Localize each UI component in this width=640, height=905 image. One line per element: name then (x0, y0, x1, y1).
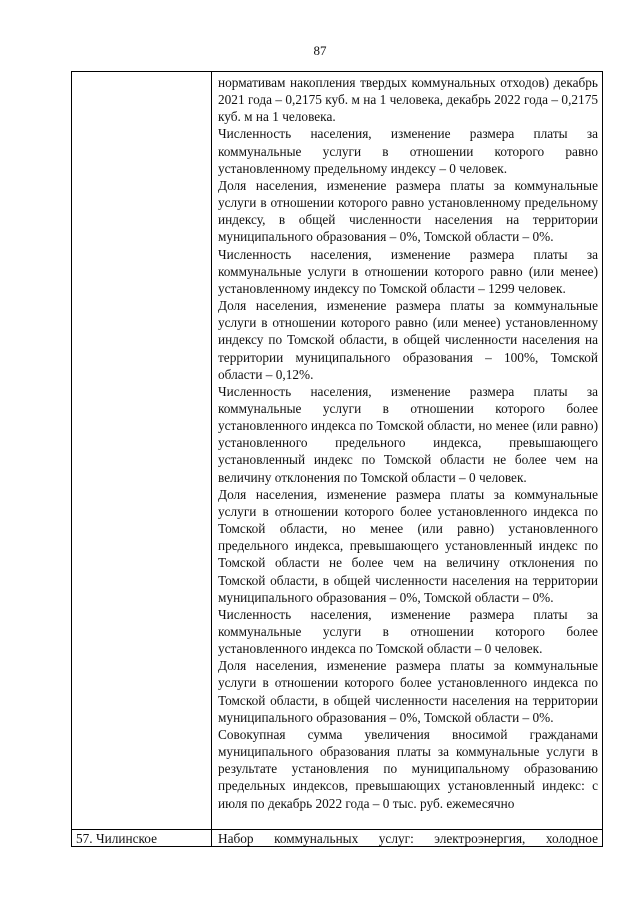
paragraph: Численность населения, изменение размера платы за коммунальные услуги в отношении которого равно установленному предельному индексу – 0 человек. (218, 126, 598, 176)
table-row (72, 72, 603, 830)
description-cell (212, 72, 603, 830)
table-row (72, 830, 603, 847)
paragraph: Численность населения, изменение размера платы за коммунальные услуги в отношении которого равно (или менее) установленному индексу по Томской области – 1299 человек. (218, 246, 598, 296)
paragraph: Доля населения, изменение размера платы за коммунальные услуги в отношении которого равно (или менее) установленному индексу по Томской области, в общей численности населения на территории муниципального образования – 100%, Томской области – 0,12%. (218, 298, 598, 382)
municipality-name: 57. Чилинское (76, 831, 157, 846)
paragraph: Численность населения, изменение размера платы за коммунальные услуги в отношении которого более установленного индекса по Томской области, но менее (или равно) установленного предельного индекса, превышающего установленный индекс по Томской области не более чем на величину отклонения по Томской области – 0 человек. (218, 383, 598, 485)
document-table (71, 71, 603, 847)
description-cell (212, 830, 603, 847)
municipality-cell (72, 830, 212, 847)
municipality-cell (72, 72, 212, 830)
paragraph: Доля населения, изменение размера платы за коммунальные услуги в отношении которого более установленного индекса по Томской области, в общей численности населения на территории муниципального образования – 0%, Томской области – 0%. (218, 658, 598, 725)
description-text: Набор коммунальных услуг: электроэнергия, холодное (218, 831, 598, 846)
paragraph: Совокупная сумма увеличения вносимой гражданами муниципального образования платы за коммунальные услуги в результате установления по муниципальному образованию предельных индексов, превышающих установленный индекс: с июля по декабрь 2022 года – 0 тыс. руб. ежемесячно (218, 726, 598, 811)
page-number: 87 (313, 43, 327, 58)
paragraph: Доля населения, изменение размера платы за коммунальные услуги в отношении которого более установленного индекса по Томской области, но менее (или равно) установленного предельного индекса, превышающего установленный индекс по Томской области не более чем на величину отклонения по Томской области, в общей численности населения на территории муниципального образования – 0%, Томской области – 0%. (218, 486, 598, 605)
paragraph: нормативам накопления твердых коммунальных отходов) декабрь 2021 года – 0,2175 куб. м на 1 человека, декабрь 2022 года – 0,2175 куб. м на 1 человека. (218, 75, 598, 125)
paragraph: Доля населения, изменение размера платы за коммунальные услуги в отношении которого равно установленному предельному индексу, в общей численности населения на территории муниципального образования – 0%, Томской области – 0%. (218, 177, 598, 245)
paragraph: Численность населения, изменение размера платы за коммунальные услуги в отношении которого более установленного индекса по Томской области – 0 человек. (218, 606, 598, 657)
description-text (212, 72, 602, 812)
